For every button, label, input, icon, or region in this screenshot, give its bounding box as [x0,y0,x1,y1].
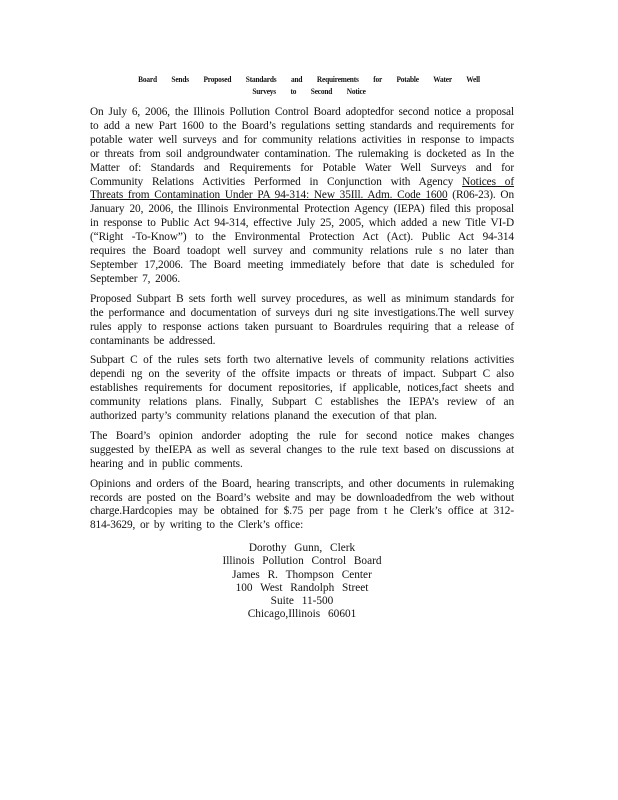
paragraph-2: Proposed Subpart B sets forth well survey procedures, as well as minimum standards for the performance and documentation of surveys duri ng site investigations.The well survey rules apply to response actions taken pursuant to Boardrules requiring that a release of contaminants be addressed. [90,292,514,347]
organization-name: Illinois Pollution Control Board [222,555,382,568]
paragraph-3: Subpart C of the rules sets forth two alternative levels of community relations activities dependi ng on the severity of the offsite impacts or threats of impact. Subpart C also establishes requirements for document repositories, if applicable, notices,fact sheets and community relations plans. Finally, Subpart C establishes the IEPA’s review of an authorized party’s community relations planand the execution of that plan. [90,354,514,423]
paragraph-1-text-end: (R06-23). On January 20, 2006, the Illinois Environmental Protection Agency (IEPA) filed this proposal in response to Public Act 94-314, effective July 25, 2005, which added a new Title VI-D (“Right -To-Know”) to the Environmental Protection Act (Act). Public Act 94-314 requires the Board toadopt well survey and community relations rule s no later than September 17,2006. The Board meeting immediately before that date is scheduled for September 7, 2006. [90,189,514,285]
title-line-2: Surveys to Second Notice [252,87,366,96]
clerk-address-block [90,542,514,621]
paragraph-5: Opinions and orders of the Board, hearing transcripts, and other documents in rulemaking records are posted on the Board’s website and may be downloadedfrom the web without charge.Hardcopies may be obtained for $.75 per page from t he Clerk’s office at 312-814-3629, or by writing to the Clerk’s office: [90,477,514,532]
title-line-1: Board Sends Proposed Standards and Requirements for Potable Water Well [138,75,480,84]
clerk-name: Dorothy Gunn, Clerk [248,542,356,555]
underlined-rule-title: Notices of Threats from Contamination Under PA 94-314: New 35Ill. Adm. Code 1600 [90,175,514,202]
building-name: James R. Thompson Center [232,568,372,581]
paragraph-1 [90,106,514,287]
document-body [90,106,514,622]
city-state-zip: Chicago,Illinois 60601 [247,608,357,621]
suite-number: Suite 11-500 [270,595,334,608]
paragraph-1-text-start: On July 6, 2006, the Illinois Pollution Control Board adoptedfor second notice a proposal to add a new Part 1600 to the Board’s regulations setting standards and requirements for potable water well surveys and for community relations activities in response to impacts or threats from soil andgroundwater contamination. The rulemaking is docketed as In the Matter of: Standards and Requirements for Potable Water Well Surveys and for Community Relations Activities Performed in Conjunction with Agency [90,106,514,188]
document-title [106,74,513,98]
street-address: 100 West Randolph Street [235,581,369,594]
paragraph-4: The Board’s opinion andorder adopting the rule for second notice makes changes suggested by theIEPA as well as several changes to the rule text based on discussions at hearing and in public comments. [90,429,514,470]
